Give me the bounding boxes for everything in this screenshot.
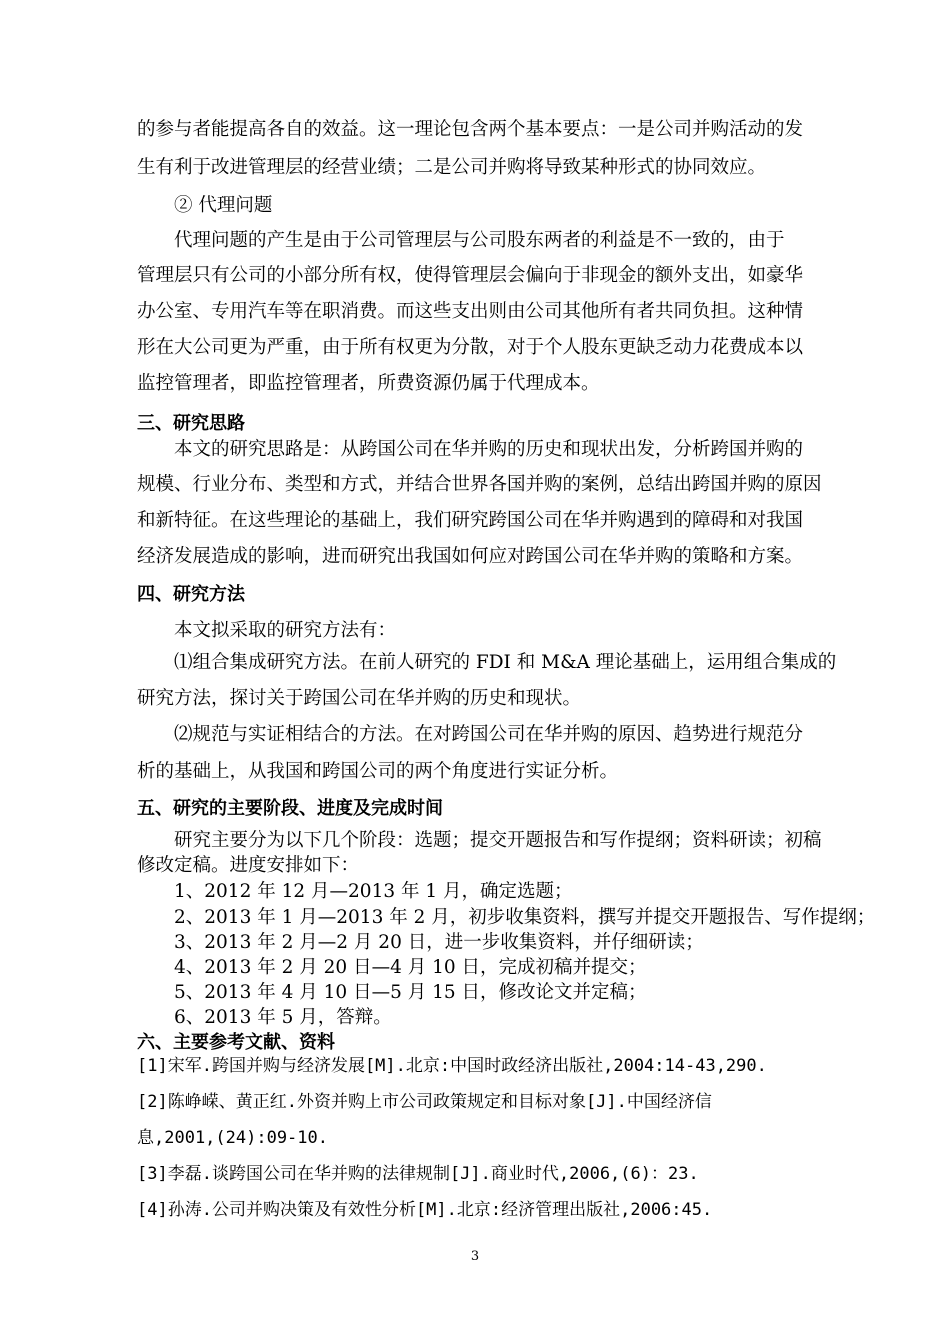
section-heading-references: 六、主要参考文献、资料 [137, 1032, 335, 1053]
section-heading-research-methods: 四、研究方法 [137, 584, 245, 605]
reference-item: [4]孙涛.公司并购决策及有效性分析[M].北京:经济管理出版社,2006:45. [137, 1200, 713, 1220]
schedule-item: 4、2013 年 2 月 20 日—4 月 10 日，完成初稿并提交； [174, 957, 647, 978]
paragraph-line: 研究方法，探讨关于跨国公司在华并购的历史和现状。 [137, 688, 582, 709]
schedule-item: 2、2013 年 1 月—2013 年 2 月，初步收集资料，撰写并提交开题报告、写作提纲； [174, 907, 876, 928]
paragraph-line: 本文的研究思路是：从跨国公司在华并购的历史和现状出发，分析跨国并购的 [174, 439, 804, 460]
method-item: ⑴组合集成研究方法。在前人研究的 FDI 和 M&A 理论基础上，运用组合集成的 [174, 652, 837, 673]
paragraph-line: 监控管理者，即监控管理者，所费资源仍属于代理成本。 [137, 373, 600, 394]
paragraph-line: 的参与者能提高各自的效益。这一理论包含两个基本要点：一是公司并购活动的发 [137, 119, 804, 140]
schedule-item: 1、2012 年 12 月—2013 年 1 月，确定选题； [174, 881, 573, 902]
paragraph-line: 和新特征。在这些理论的基础上，我们研究跨国公司在华并购遇到的障碍和对我国 [137, 510, 804, 531]
paragraph-line: 析的基础上，从我国和跨国公司的两个角度进行实证分析。 [137, 761, 619, 782]
reference-item: [3]李磊.谈跨国公司在华并购的法律规制[J].商业时代,2006,(6)：23. [137, 1164, 699, 1184]
reference-item: 息,2001,(24):09-10. [137, 1128, 328, 1148]
method-item: ⑵规范与实证相结合的方法。在对跨国公司在华并购的原因、趋势进行规范分 [174, 724, 804, 745]
schedule-item: 6、2013 年 5 月，答辩。 [174, 1007, 392, 1028]
paragraph-line: 代理问题的产生是由于公司管理层与公司股东两者的利益是不一致的，由于 [174, 230, 785, 251]
paragraph-line: 生有利于改进管理层的经营业绩；二是公司并购将导致某种形式的协同效应。 [137, 157, 767, 178]
reference-item: [2]陈峥嵘、黄正红.外资并购上市公司政策规定和目标对象[J].中国经济信 [137, 1092, 712, 1112]
page-number: 3 [470, 1249, 480, 1264]
section-heading-research-approach: 三、研究思路 [137, 413, 245, 434]
section-heading-stages-schedule: 五、研究的主要阶段、进度及完成时间 [137, 798, 443, 819]
schedule-item: 5、2013 年 4 月 10 日—5 月 15 日，修改论文并定稿； [174, 982, 647, 1003]
paragraph-line: 修改定稿。进度安排如下： [137, 855, 360, 876]
subheading-agency-problem: ② 代理问题 [174, 195, 273, 216]
paragraph-line: 办公室、专用汽车等在职消费。而这些支出则由公司其他所有者共同负担。这种情 [137, 301, 804, 322]
paragraph-line: 形在大公司更为严重，由于所有权更为分散，对于个人股东更缺乏动力花费成本以 [137, 337, 804, 358]
paragraph-line: 研究主要分为以下几个阶段：选题；提交开题报告和写作提纲；资料研读；初稿 [174, 830, 822, 851]
paragraph-line: 规模、行业分布、类型和方式，并结合世界各国并购的案例，总结出跨国并购的原因 [137, 474, 822, 495]
schedule-item: 3、2013 年 2 月—2 月 20 日，进一步收集资料，并仔细研读； [174, 932, 704, 953]
paragraph-line: 管理层只有公司的小部分所有权，使得管理层会偏向于非现金的额外支出，如豪华 [137, 265, 804, 286]
paragraph-line: 经济发展造成的影响，进而研究出我国如何应对跨国公司在华并购的策略和方案。 [137, 546, 804, 567]
reference-item: [1]宋军.跨国并购与经济发展[M].北京:中国时政经济出版社,2004:14-43,290. [137, 1056, 767, 1076]
paragraph-line: 本文拟采取的研究方法有： [174, 620, 397, 641]
